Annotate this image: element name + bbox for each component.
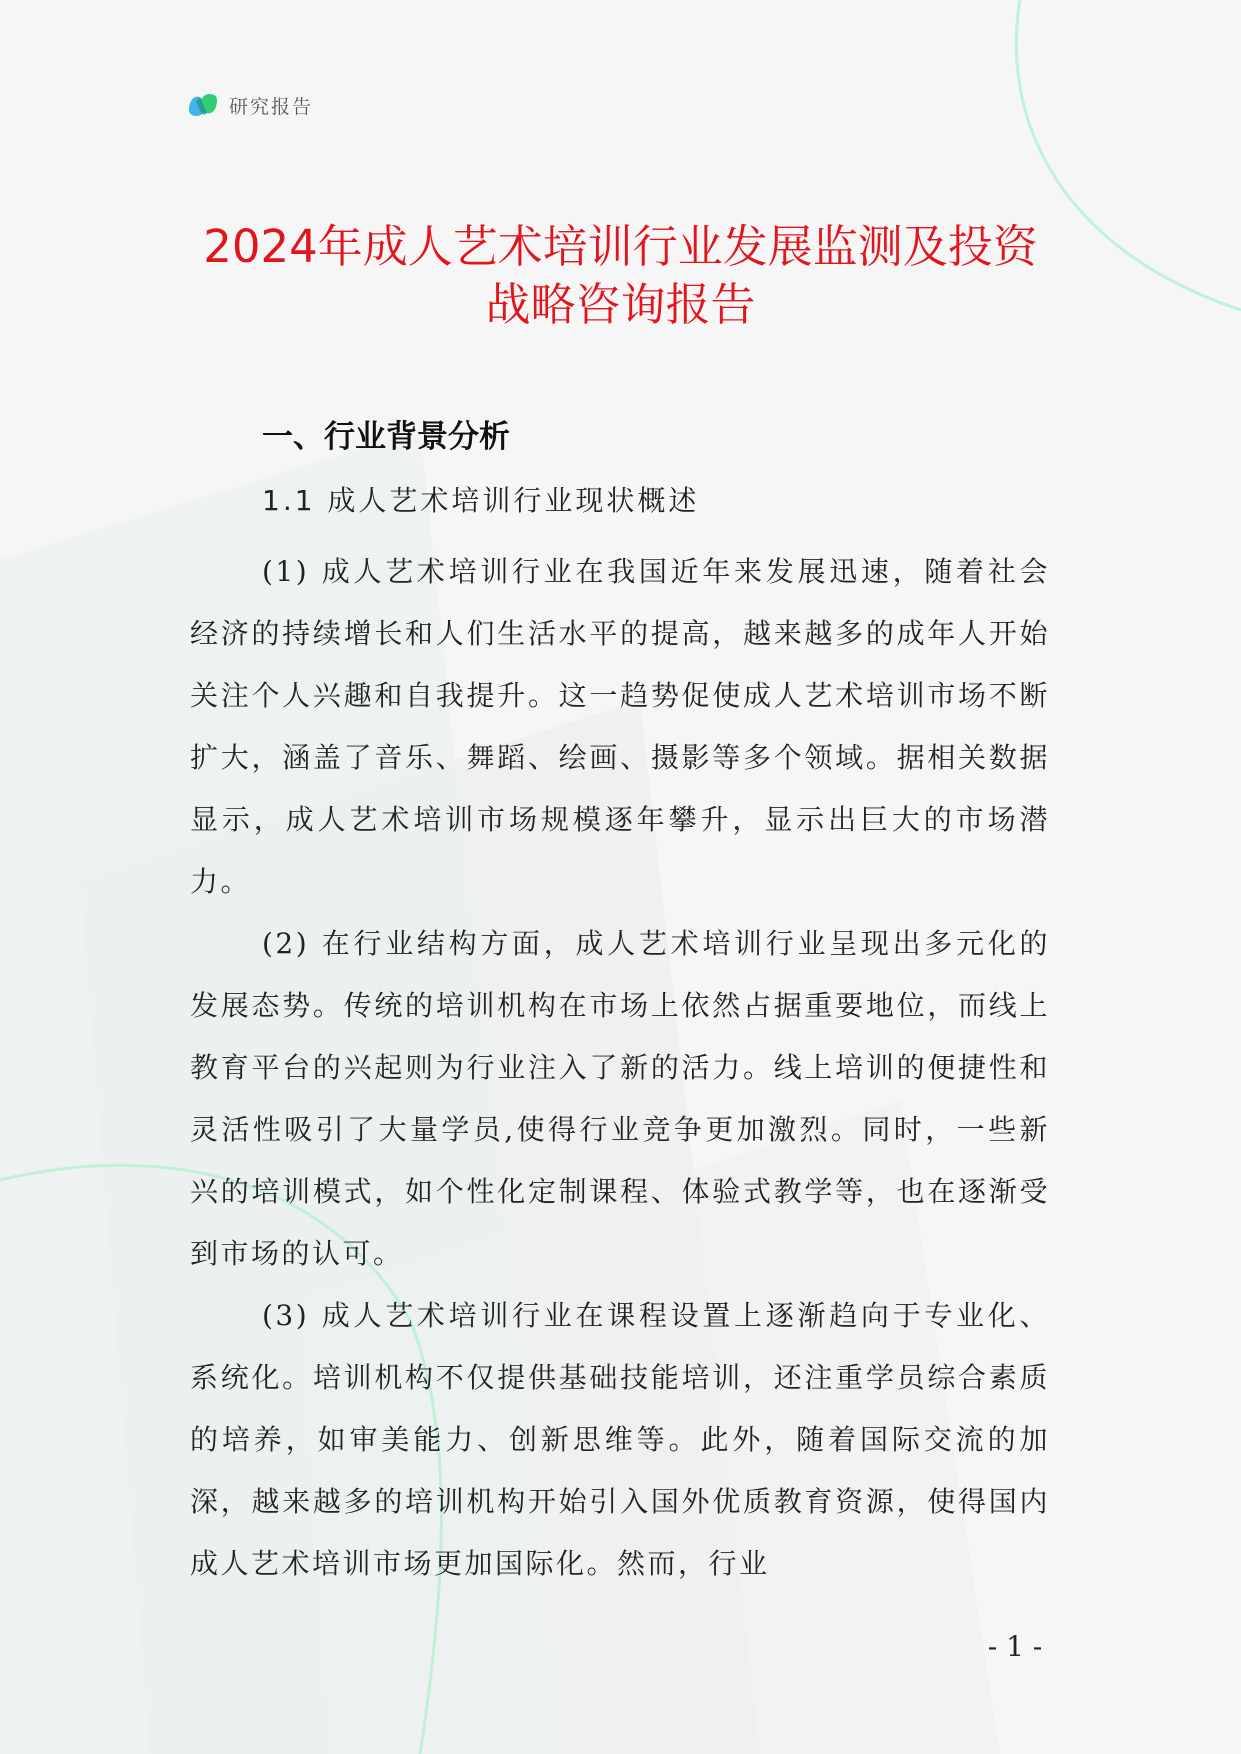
report-header [186, 88, 313, 122]
sub-heading: 1.1 成人艺术培训行业现状概述 [262, 484, 700, 517]
paragraph-1: (1) 成人艺术培训行业在我国近年来发展迅速，随着社会经济的持续增长和人们生活水平的提高，越来越多的成年人开始关注个人兴趣和自我提升。这一趋势促使成人艺术培训市场不断扩大，涵盖了音乐、舞蹈、绘画、摄影等多个领域。据相关数据显示，成人艺术培训市场规模逐年攀升，显示出巨大的市场潜力。 [190, 555, 1050, 898]
header-label: 研究报告 [229, 95, 314, 118]
brand-logo-icon [186, 88, 220, 122]
body-text [190, 541, 1050, 1595]
report-title [150, 218, 1091, 334]
section-heading: 一、行业背景分析 [262, 419, 510, 455]
page-number: - 1 - [987, 1630, 1043, 1663]
paragraph-2: (2) 在行业结构方面，成人艺术培训行业呈现出多元化的发展态势。传统的培训机构在市场上依然占据重要地位，而线上教育平台的兴起则为行业注入了新的活力。线上培训的便捷性和灵活性吸引了大量学员,使得行业竞争更加激烈。同时，一些新兴的培训模式，如个性化定制课程、体验式教学等，也在逐渐受到市场的认可。 [190, 927, 1050, 1270]
paragraph-3: (3) 成人艺术培训行业在课程设置上逐渐趋向于专业化、系统化。培训机构不仅提供基础技能培训，还注重学员综合素质的培养，如审美能力、创新思维等。此外，随着国际交流的加深，越来越多的培训机构开始引入国外优质教育资源，使得国内成人艺术培训市场更加国际化。然而，行业 [190, 1299, 1050, 1580]
report-title-line-2: 战略咨询报告 [485, 278, 756, 331]
report-title-line-1: 2024年成人艺术培训行业发展监测及投资 [203, 220, 1038, 273]
